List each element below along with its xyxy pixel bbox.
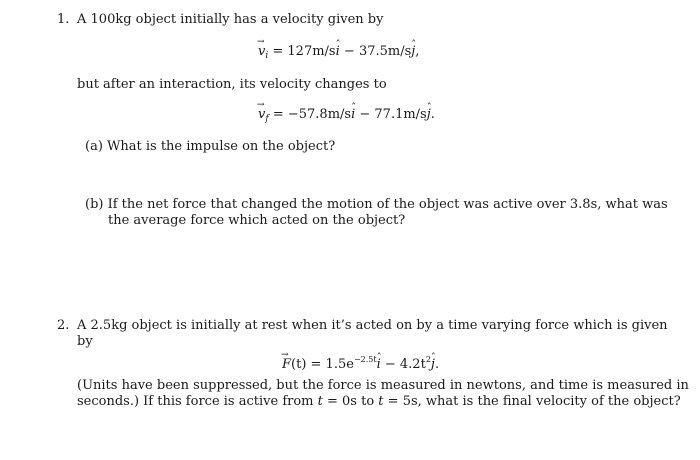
force-arg: (t) = 1.5e (291, 357, 354, 372)
problem-2-note-line-2 (77, 393, 681, 410)
note-text-c: = 5s, what is the final velocity of the object? (383, 394, 681, 409)
force-exponent: −2.5t (353, 355, 377, 364)
eq2-tail: . (430, 107, 435, 122)
eq1-middle: − 37.5m/s (339, 44, 412, 59)
unit-vector-j: j ˆ (427, 106, 431, 123)
note-text-a: seconds.) If this force is active from (77, 394, 318, 409)
velocity-subscript: i (265, 51, 269, 61)
unit-vector-i: i ˆ (336, 43, 340, 60)
unit-vector-i: i ˆ (377, 356, 381, 373)
problem-1-part-a: (a) What is the impulse on the object? (85, 139, 336, 154)
force-symbol: → F (282, 356, 291, 373)
unit-vector-i: i ˆ (351, 106, 355, 123)
eq2-value: = −57.8m/s (268, 107, 352, 122)
equation-force (282, 351, 439, 373)
eq2-middle: − 77.1m/s (355, 107, 427, 122)
velocity-subscript: f (265, 114, 269, 124)
eq1-tail: , (415, 44, 420, 59)
problem-1-transition: but after an interaction, its velocity changes to (77, 77, 387, 92)
problem-1-number: 1. (57, 12, 70, 27)
problem-1-intro: A 100kg object initially has a velocity given by (77, 12, 384, 27)
eq1-value: = 127m/s (268, 44, 336, 59)
note-text-b: = 0s to (322, 394, 379, 409)
problem-2-line-2: by (77, 334, 93, 349)
equation-final-velocity (258, 106, 435, 128)
time-variable: t (378, 394, 384, 409)
unit-vector-j: j ˆ (431, 356, 435, 373)
force-middle: − 4.2t (380, 357, 426, 372)
problem-1-part-b-line-1: (b) If the net force that changed the motion of the object was active over 3.8s, what was (85, 197, 668, 212)
time-variable: t (317, 394, 323, 409)
force-power: 2 (425, 355, 431, 364)
problem-2-line-1: A 2.5kg object is initially at rest when it’s acted on by a time varying force which is given (77, 318, 668, 333)
unit-vector-j: j ˆ (411, 43, 415, 60)
equation-initial-velocity (258, 43, 419, 65)
problem-1-part-b-line-2: the average force which acted on the object? (108, 213, 406, 228)
force-tail: . (434, 357, 440, 372)
velocity-symbol: → v (258, 43, 265, 60)
velocity-symbol: → v (258, 106, 265, 123)
problem-2-number: 2. (57, 318, 70, 333)
problem-2-note-line-1: (Units have been suppressed, but the force is measured in newtons, and time is measured in (77, 378, 689, 393)
